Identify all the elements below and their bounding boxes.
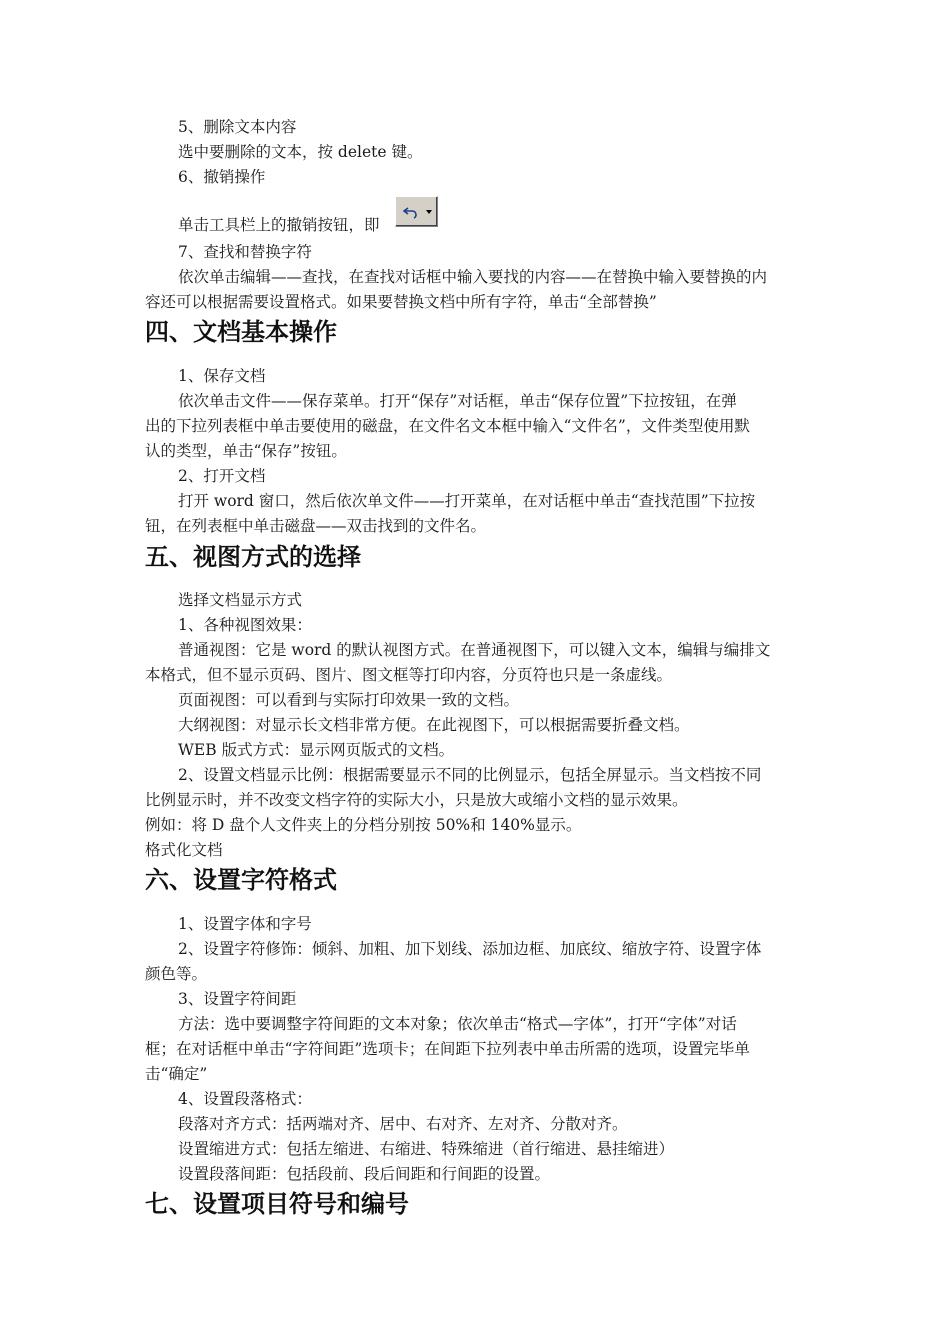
item-title: 2、打开文档 [178, 467, 266, 485]
paragraph: WEB 版式方式：显示网页版式的文档。 [178, 741, 455, 759]
paragraph: 选中要删除的文本，按 delete 键。 [178, 143, 423, 161]
undo-toolbar-button[interactable] [395, 196, 438, 227]
paragraph: 认的类型，单击“保存”按钮。 [145, 442, 347, 460]
dropdown-caret-icon [426, 210, 432, 214]
paragraph: 框；在对话框中单击“字符间距”选项卡；在间距下拉列表中单击所需的选项，设置完毕单 [145, 1040, 750, 1058]
paragraph: 依次单击编辑——查找，在查找对话框中输入要找的内容——在替换中输入要替换的内 [178, 268, 768, 286]
paragraph: 2、设置字符修饰：倾斜、加粗、加下划线、添加边框、加底纹、缩放字符、设置字体 [178, 940, 762, 958]
paragraph: 依次单击文件——保存菜单。打开“保存”对话框，单击“保存位置”下拉按钮，在弹 [178, 392, 737, 410]
item-title: 3、设置字符间距 [178, 990, 297, 1008]
section-heading: 七、设置项目符号和编号 [145, 1190, 409, 1218]
item-title: 1、各种视图效果： [178, 616, 312, 634]
paragraph: 2、设置文档显示比例：根据需要显示不同的比例显示，包括全屏显示。当文档按不同 [178, 766, 762, 784]
section-heading: 四、文档基本操作 [145, 318, 337, 346]
paragraph: 大纲视图：对显示长文档非常方便。在此视图下，可以根据需要折叠文档。 [178, 716, 690, 734]
paragraph: 方法：选中要调整字符间距的文本对象；依次单击“格式—字体”，打开“字体”对话 [178, 1015, 737, 1033]
paragraph: 打开 word 窗口，然后依次单文件——打开菜单，在对话框中单击“查找范围”下拉按 [178, 492, 756, 510]
item-title: 4、设置段落格式： [178, 1090, 312, 1108]
section-heading: 五、视图方式的选择 [145, 543, 361, 571]
paragraph: 颜色等。 [145, 965, 208, 983]
paragraph: 例如：将 D 盘个人文件夹上的分档分别按 50%和 140%显示。 [145, 816, 582, 834]
section-heading: 六、设置字符格式 [145, 866, 337, 894]
paragraph: 钮，在列表框中单击磁盘——双击找到的文件名。 [145, 517, 487, 535]
paragraph: 选择文档显示方式 [178, 591, 303, 609]
item-title: 5、删除文本内容 [178, 118, 297, 136]
paragraph: 设置段落间距：包括段前、段后间距和行间距的设置。 [178, 1165, 551, 1183]
paragraph: 普通视图：它是 word 的默认视图方式。在普通视图下，可以键入文本，编辑与编排文 [178, 641, 771, 659]
paragraph: 本格式，但不显示页码、图片、图文框等打印内容，分页符也只是一条虚线。 [145, 666, 673, 684]
item-title: 7、查找和替换字符 [178, 243, 312, 261]
paragraph: 设置缩进方式：包括左缩进、右缩进、特殊缩进（首行缩进、悬挂缩进） [178, 1140, 675, 1158]
paragraph: 单击工具栏上的撤销按钮，即 [178, 216, 380, 234]
paragraph: 格式化文档 [145, 841, 223, 859]
paragraph: 出的下拉列表框中单击要使用的磁盘，在文件名文本框中输入“文件名”，文件类型使用默 [145, 417, 750, 435]
undo-arrow-icon [403, 205, 419, 219]
item-title: 1、保存文档 [178, 367, 266, 385]
paragraph: 比例显示时，并不改变文档字符的实际大小，只是放大或缩小文档的显示效果。 [145, 791, 688, 809]
item-title: 6、撤销操作 [178, 168, 266, 186]
paragraph: 段落对齐方式：括两端对齐、居中、右对齐、左对齐、分散对齐。 [178, 1115, 628, 1133]
paragraph: 容还可以根据需要设置格式。如果要替换文档中所有字符，单击“全部替换” [145, 293, 657, 311]
paragraph: 页面视图：可以看到与实际打印效果一致的文档。 [178, 691, 520, 709]
item-title: 1、设置字体和字号 [178, 915, 312, 933]
paragraph: 击“确定” [145, 1065, 208, 1083]
